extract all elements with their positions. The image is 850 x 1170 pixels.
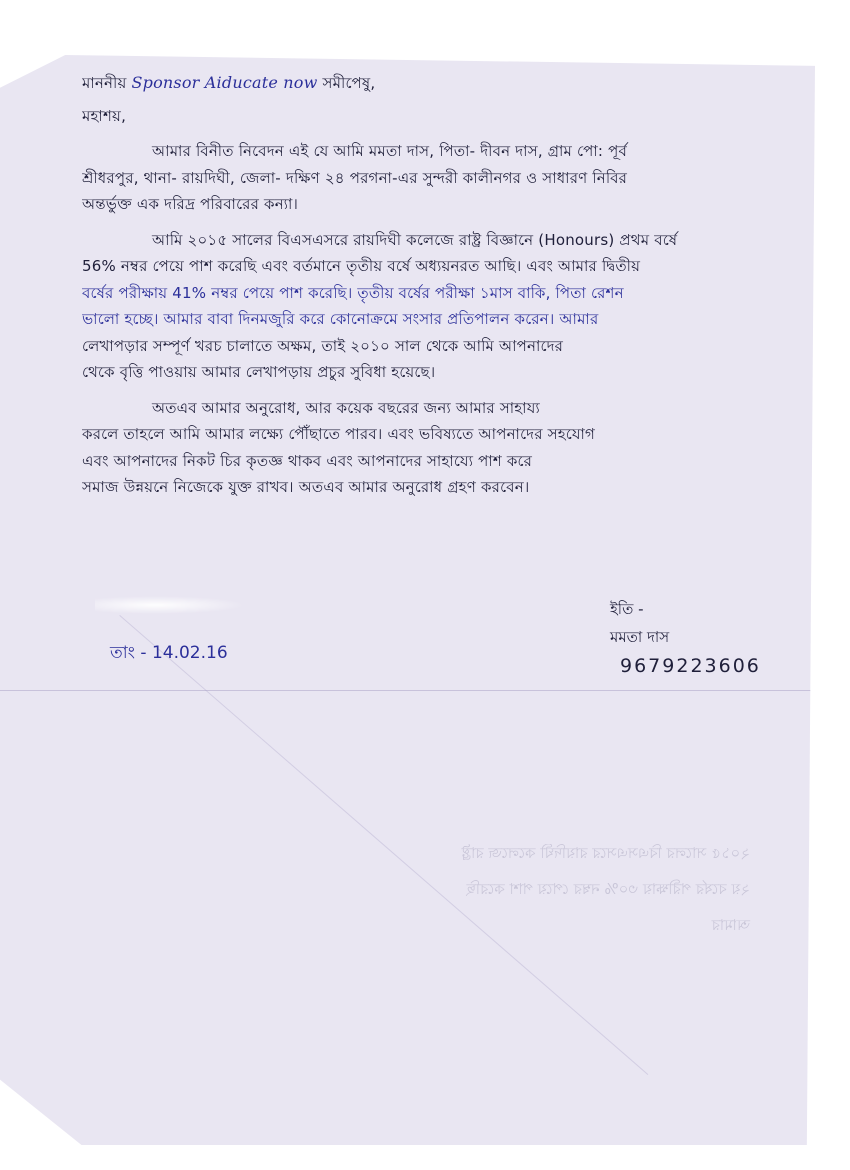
- closing-word: ইতি -: [610, 600, 644, 618]
- paragraph-line: এবং আপনাদের নিকট চির কৃতজ্ঞ থাকব এবং আপনাদের সাহায্যে পাশ করে: [82, 451, 533, 470]
- ink-smudge: [95, 596, 245, 614]
- paragraph-line: লেখাপড়ার সম্পূর্ণ খরচ চালাতে অক্ষম, তাই ২০১০ সাল থেকে আমি আপনাদের: [82, 336, 564, 355]
- bleed-through-text: [90, 835, 750, 943]
- letter-body: [82, 70, 782, 501]
- paragraph-request: [82, 395, 782, 501]
- bleed-line: আমার: [711, 916, 750, 934]
- paragraph-line: আমি ২০১৫ সালের বিএসএসরে রায়দিঘী কলেজে রাষ্ট্র বিজ্ঞানে (Honours) প্রথম বর্ষে: [152, 230, 678, 249]
- paragraph-line: শ্রীধরপুর, থানা- রায়দিঘী, জেলা- দক্ষিণ ২৪ পরগনা-এর সুন্দরী কালীনগর ও সাধারণ নিবির: [82, 168, 628, 187]
- bleed-line: ২য় বর্ষের পরীক্ষায় ৩০% নম্বর পেয়ে পাশ করেছি: [466, 880, 750, 898]
- signature: মমতা দাস: [610, 628, 670, 646]
- bleed-line: ২০১৫ সালের বিএসএসরে রায়দিঘী কলেজে রাষ্ট্র: [461, 844, 750, 862]
- paragraph-education: [82, 227, 782, 386]
- paragraph-line: করলে তাহলে আমি আমার লক্ষ্যে পৌঁছাতে পারব। এবং ভবিষ্যতে আপনাদের সহযোগ: [82, 425, 596, 443]
- paragraph-line: 56% নম্বর পেয়ে পাশ করেছি এবং বর্তমানে তৃতীয় বর্ষে অধ্যয়নরত আছি। এবং আমার দ্বিতীয়: [82, 257, 641, 275]
- salutation-suffix: সমীপেষু,: [322, 74, 376, 92]
- paragraph-line: আমার বিনীত নিবেদন এই যে আমি মমতা দাস, পিতা- দীবন দাস, গ্রাম পো: পূর্ব: [152, 142, 628, 160]
- closing-block: [610, 595, 669, 651]
- paragraph-introduction: [82, 138, 782, 218]
- paragraph-line: অতএব আমার অনুরোধ, আর কয়েক বছরের জন্য আমার সাহায্য: [152, 398, 540, 417]
- fold-crease-horizontal: [0, 690, 815, 691]
- salutation-addressee: Sponsor Aiducate now: [131, 73, 318, 92]
- salutation-prefix: মাননীয়: [82, 74, 127, 92]
- paragraph-line: অন্তর্ভুক্ত এক দরিদ্র পরিবারের কন্যা।: [82, 195, 299, 213]
- paragraph-line: থেকে বৃত্তি পাওয়ায় আমার লেখাপড়ায় প্রচুর সুবিধা হয়েছে।: [82, 363, 436, 381]
- letter-date: তাং - 14.02.16: [110, 643, 228, 663]
- greeting: মহাশয়,: [82, 106, 127, 125]
- paragraph-line: বর্ষের পরীক্ষায় 41% নম্বর পেয়ে পাশ করেছি। তৃতীয় বর্ষের পরীক্ষা ১মাস বাকি, পিতা রেশন: [82, 283, 624, 302]
- phone-number: 9679223606: [620, 655, 761, 677]
- paragraph-line: সমাজ উন্নয়নে নিজেকে যুক্ত রাখব। অতএব আমার অনুরোধ গ্রহণ করবেন।: [82, 478, 530, 496]
- paragraph-line: ভালো হচ্ছে। আমার বাবা দিনমজুরি করে কোনোক্রমে সংসার প্রতিপালন করেন। আমার: [82, 310, 599, 328]
- salutation-line: [82, 70, 782, 97]
